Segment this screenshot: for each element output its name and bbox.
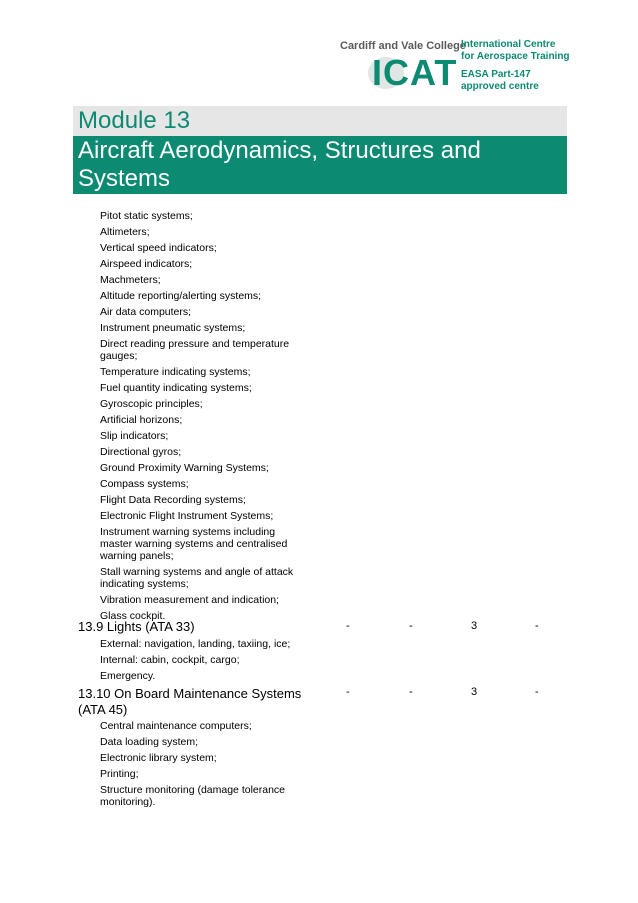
level-b1-1: - (346, 686, 350, 698)
list-item: Altimeters; (100, 226, 150, 238)
easa-line-1: EASA Part-147 (461, 69, 531, 80)
list-item: Artificial horizons; (100, 414, 183, 426)
level-b1-1: - (346, 620, 350, 632)
list-item: Printing; (100, 768, 139, 780)
centre-line-2: for Aerospace Training (461, 51, 570, 62)
list-item: Data loading system; (100, 736, 199, 748)
centre-info (461, 39, 570, 93)
list-item: Air data computers; (100, 306, 192, 318)
list-item: Directional gyros; (100, 446, 182, 458)
list-item: Compass systems; (100, 478, 189, 490)
college-name: Cardiff and Vale College (340, 40, 466, 52)
list-item: Airspeed indicators; (100, 258, 193, 270)
section-heading-13-10: 13.10 On Board Maintenance Systems (ATA 45) (78, 686, 302, 717)
icat-logo-text: ICAT (372, 52, 458, 93)
list-item: Temperature indicating systems; (100, 366, 251, 378)
list-item: Glass cockpit. (100, 610, 166, 622)
list-item: Gyroscopic principles; (100, 398, 203, 410)
level-b3: - (535, 620, 539, 632)
module-title: Aircraft Aerodynamics, Structures and Systems (78, 137, 481, 192)
list-item: Flight Data Recording systems; (100, 494, 246, 506)
list-item: Vertical speed indicators; (100, 242, 217, 254)
list-item: Electronic library system; (100, 752, 217, 764)
maintenance-list (100, 720, 310, 812)
header-logo (340, 38, 620, 98)
list-item: Instrument warning systems including master warning systems and centralised warning panels; (100, 526, 288, 562)
list-item: Internal: cabin, cockpit, cargo; (100, 654, 240, 666)
list-item: Emergency. (100, 670, 156, 682)
centre-line-1: International Centre (461, 39, 556, 50)
section-heading-13-9: 13.9 Lights (ATA 33) (78, 619, 195, 634)
module-number: Module 13 (78, 107, 191, 134)
module-title-bar (73, 136, 567, 194)
icat-logo (366, 54, 456, 92)
list-item: Machmeters; (100, 274, 161, 286)
list-item: Pitot static systems; (100, 210, 193, 222)
list-item: Altitude reporting/alerting systems; (100, 290, 262, 302)
list-item: Instrument pneumatic systems; (100, 322, 246, 334)
instrument-list (100, 210, 310, 626)
easa-line-2: approved centre (461, 81, 539, 92)
level-b2: 3 (471, 686, 478, 698)
list-item: Central maintenance computers; (100, 720, 252, 732)
list-item: Structure monitoring (damage tolerance monitoring). (100, 784, 286, 808)
list-item: Stall warning systems and angle of attack indicating systems; (100, 566, 294, 590)
list-item: Fuel quantity indicating systems; (100, 382, 252, 394)
list-item: Electronic Flight Instrument Systems; (100, 510, 274, 522)
list-item: External: navigation, landing, taxiing, ice; (100, 638, 291, 650)
list-item: Vibration measurement and indication; (100, 594, 279, 606)
list-item: Slip indicators; (100, 430, 169, 442)
level-b1-2: - (409, 620, 413, 632)
lights-list (100, 638, 310, 686)
level-b1-2: - (409, 686, 413, 698)
level-b3: - (535, 686, 539, 698)
list-item: Ground Proximity Warning Systems; (100, 462, 269, 474)
module-number-bar (73, 106, 567, 136)
level-b2: 3 (471, 620, 478, 632)
list-item: Direct reading pressure and temperature gauges; (100, 338, 290, 362)
